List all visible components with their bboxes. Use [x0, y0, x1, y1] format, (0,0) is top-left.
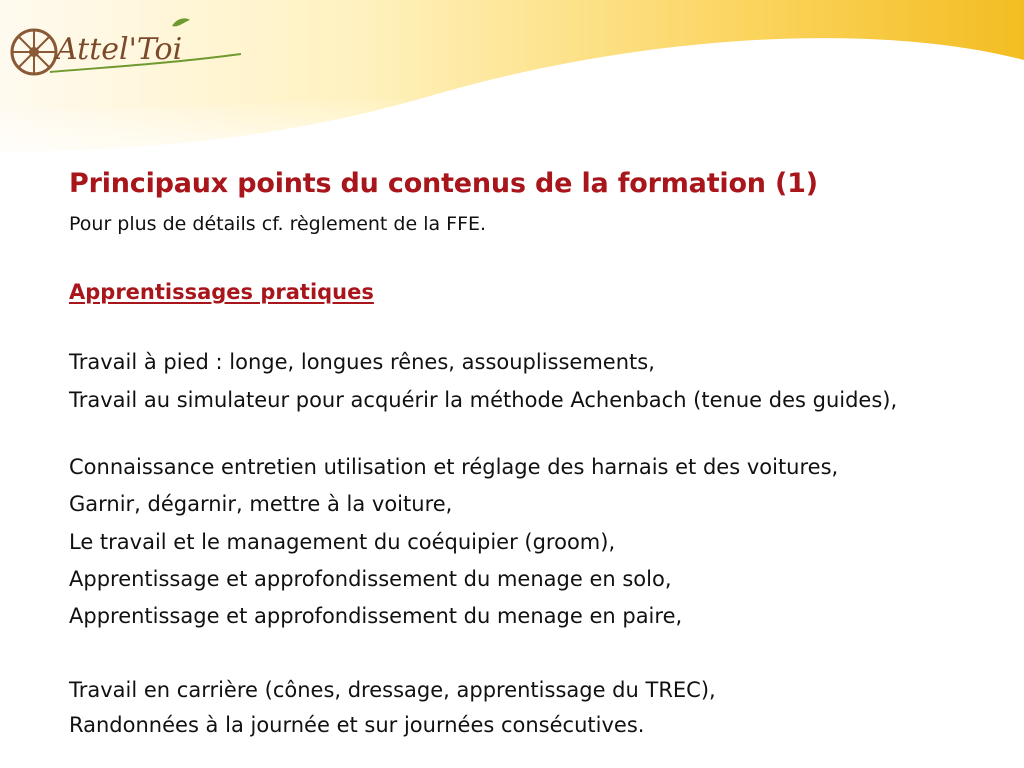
slide-subtitle: Pour plus de détails cf. règlement de la FFE. — [69, 213, 487, 235]
list-item: Travail en carrière (cônes, dressage, apprentissage du TREC), — [69, 678, 716, 702]
carriage-wheel-icon — [12, 30, 56, 74]
list-item: Le travail et le management du coéquipier (groom), — [69, 530, 616, 554]
list-item: Travail à pied : longe, longues rênes, assouplissements, — [69, 350, 655, 374]
section-heading: Apprentissages pratiques — [69, 280, 374, 304]
list-item: Connaissance entretien utilisation et réglage des harnais et des voitures, — [69, 455, 839, 479]
list-item: Garnir, dégarnir, mettre à la voiture, — [69, 492, 453, 516]
list-item: Apprentissage et approfondissement du menage en paire, — [69, 604, 683, 628]
slide-title: Principaux points du contenus de la formation (1) — [69, 168, 818, 199]
list-item: Travail au simulateur pour acquérir la méthode Achenbach (tenue des guides), — [69, 388, 898, 412]
list-item: Apprentissage et approfondissement du menage en solo, — [69, 567, 672, 591]
list-item: Randonnées à la journée et sur journées consécutives. — [69, 713, 645, 737]
leaf-icon — [172, 18, 190, 26]
logo-text: Attel'Toi — [56, 32, 183, 67]
attel-toi-logo — [6, 14, 256, 84]
